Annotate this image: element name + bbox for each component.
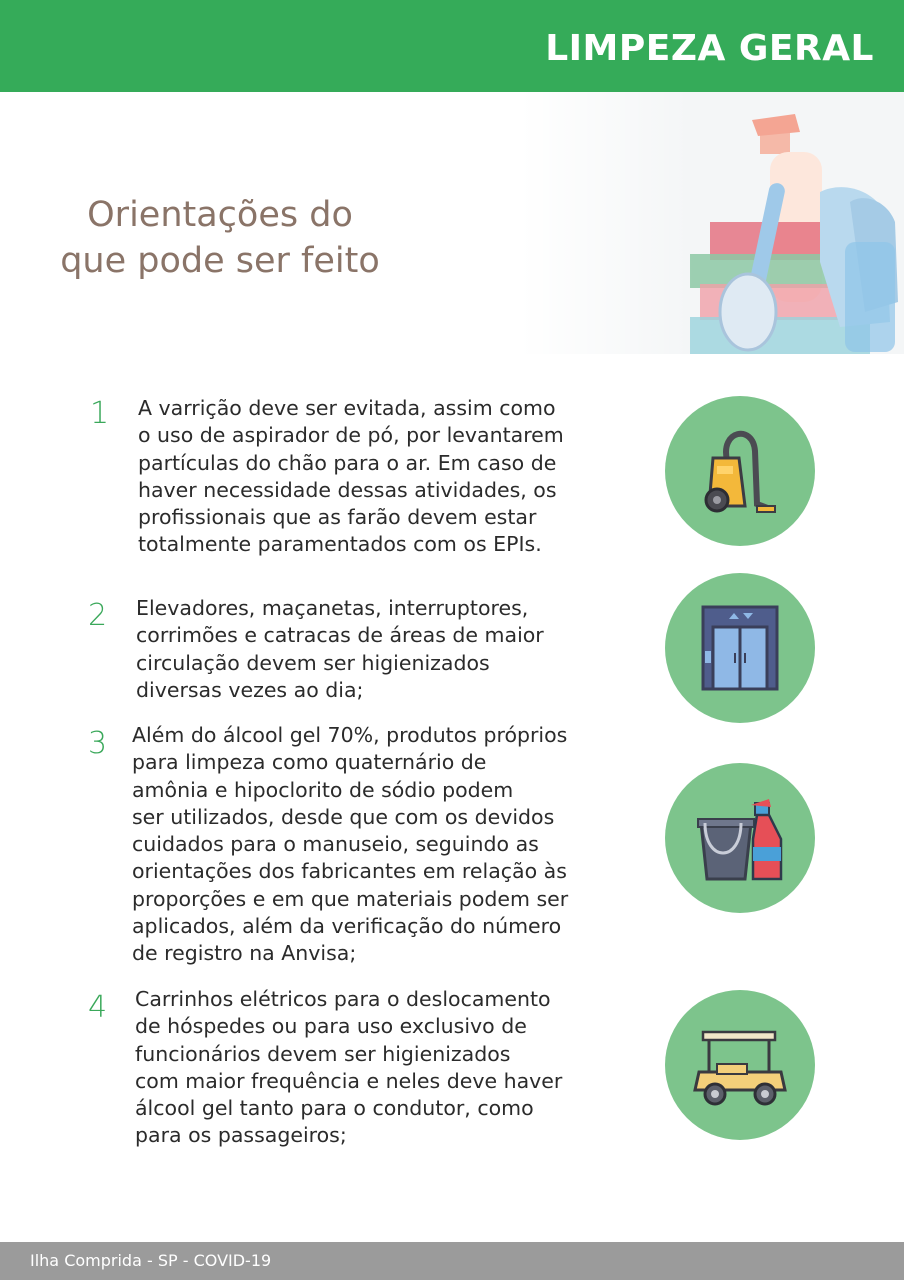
item-text [136, 595, 544, 704]
text-line: circulação devem ser higienizados [136, 650, 490, 675]
text-line: Elevadores, maçanetas, interruptores, [136, 596, 529, 620]
text-line: álcool gel tanto para o condutor, como [135, 1096, 534, 1121]
text-line: para os passageiros; [135, 1123, 347, 1148]
text-line: o uso de aspirador de pó, por levantarem [138, 423, 564, 448]
icon-circle [665, 396, 815, 546]
vacuum-cleaner-icon [665, 396, 815, 546]
subtitle-line: que pode ser feito [60, 241, 380, 281]
text-line: com maior frequência e neles deve haver [135, 1068, 563, 1093]
elevator-icon [665, 573, 815, 723]
text-line: para limpeza como quaternário de [132, 750, 487, 775]
bucket-spray-icon [665, 763, 815, 913]
icon-circle [665, 990, 815, 1140]
item-number: 4 [88, 990, 108, 1025]
item-text [132, 722, 568, 968]
item-number: 1 [90, 396, 110, 431]
text-line: proporções e em que materiais podem ser [132, 886, 569, 911]
icon-circle [665, 573, 815, 723]
item-text [135, 986, 562, 1150]
text-line: diversas vezes ao dia; [136, 677, 364, 702]
text-line: de hóspedes ou para uso exclusivo de [135, 1014, 527, 1039]
text-line: funcionários devem ser higienizados [135, 1041, 511, 1066]
text-line: de registro na Anvisa; [132, 941, 357, 966]
golf-cart-icon [665, 990, 815, 1140]
cleaning-supplies-image [520, 92, 904, 354]
text-line: cuidados para o manuseio, seguindo as [132, 832, 539, 857]
item-number: 3 [88, 726, 108, 761]
section-subtitle [40, 192, 400, 284]
text-line: Carrinhos elétricos para o deslocamento [135, 987, 551, 1011]
footer-text: Ilha Comprida - SP - COVID-19 [30, 1251, 272, 1270]
text-line: A varrição deve ser evitada, assim como [138, 396, 556, 420]
header-bar [0, 0, 904, 92]
text-line: partículas do chão para o ar. Em caso de [138, 450, 557, 475]
text-line: profissionais que as farão devem estar [138, 505, 537, 530]
text-line: aplicados, além da verificação do número [132, 914, 562, 939]
text-line: amônia e hipoclorito de sódio podem [132, 777, 514, 802]
item-number: 2 [88, 598, 108, 633]
footer-bar [0, 1242, 904, 1280]
text-line: ser utilizados, desde que com os devidos [132, 804, 555, 829]
text-line: orientações dos fabricantes em relação às [132, 859, 567, 884]
page-title: LIMPEZA GERAL [545, 28, 874, 69]
text-line: corrimões e catracas de áreas de maior [136, 623, 544, 648]
text-line: totalmente paramentados com os EPIs. [138, 532, 542, 557]
subtitle-line: Orientações do [87, 195, 353, 235]
text-line: haver necessidade dessas atividades, os [138, 477, 557, 502]
item-text [138, 395, 564, 559]
text-line: Além do álcool gel 70%, produtos próprios [132, 723, 568, 747]
icon-circle [665, 763, 815, 913]
